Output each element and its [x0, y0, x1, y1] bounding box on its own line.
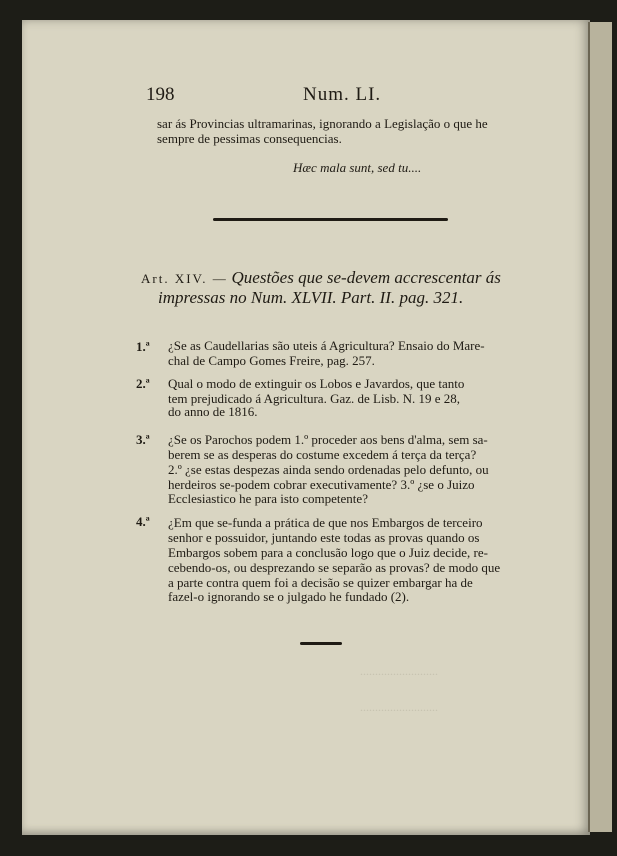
next-page-edge — [588, 22, 612, 832]
question-number: 3.ª — [136, 432, 150, 447]
issue-title: Num. LI. — [303, 84, 382, 105]
bleed-through-text: .......................... — [360, 664, 438, 678]
question-number: 2.ª — [136, 376, 150, 391]
question-line: tem prejudicado á Agricultura. Gaz. de Lisb. N. 19 e 28, — [168, 391, 461, 406]
question-number: 1.ª — [136, 339, 150, 354]
question-line: fazel-o ignorando se o julgado he fundado (2). — [168, 589, 410, 604]
question-line: a parte contra quem foi a decisão se quizer embargar ha de — [168, 575, 473, 590]
question-line: senhor e possuidor, juntando este todas as provas quando os — [168, 530, 480, 545]
article-title-line2: impressas no Num. XLVII. Part. II. pag. 321. — [158, 288, 464, 307]
latin-motto: Hæc mala sunt, sed tu.... — [293, 160, 422, 175]
article-heading — [141, 268, 501, 288]
section-divider — [213, 218, 448, 221]
question-number: 4.ª — [136, 514, 150, 529]
intro-line: sempre de pessimas consequencias. — [157, 131, 342, 146]
question-line: do anno de 1816. — [168, 404, 258, 419]
end-divider — [300, 642, 342, 645]
question-line: ¿Se as Caudellarias são uteis á Agricultura? Ensaio do Mare- — [168, 338, 485, 353]
bleed-through-text: .......................... — [360, 700, 438, 714]
article-label: Art. XIV. — — [141, 271, 228, 286]
question-line: ¿Em que se-funda a prática de que nos Embargos de terceiro — [168, 515, 483, 530]
question-line: Embargos sobem para a conclusão logo que o Juiz decide, re- — [168, 545, 488, 560]
intro-line: sar ás Provincias ultramarinas, ignorando a Legislação o que he — [157, 116, 488, 131]
question-line: chal de Campo Gomes Freire, pag. 257. — [168, 353, 375, 368]
article-title-line1: Questões que se-devem accrescentar ás — [231, 268, 501, 287]
question-line: cebendo-os, ou desprezando se separão as provas? de modo que — [168, 560, 501, 575]
question-line: ¿Se os Parochos podem 1.º proceder aos bens d'alma, sem sa- — [168, 432, 488, 447]
question-line: Ecclesiastico he para isto competente? — [168, 491, 368, 506]
question-line: berem se as desperas do costume excedem á terça da terça? — [168, 447, 477, 462]
question-line: 2.º ¿se estas despezas ainda sendo ordenadas pelo defunto, ou — [168, 462, 489, 477]
question-line: Qual o modo de extinguir os Lobos e Javardos, que tanto — [168, 376, 465, 391]
page-number: 198 — [146, 84, 175, 105]
question-line: herdeiros se-podem cobrar executivamente? 3.º ¿se o Juizo — [168, 477, 475, 492]
